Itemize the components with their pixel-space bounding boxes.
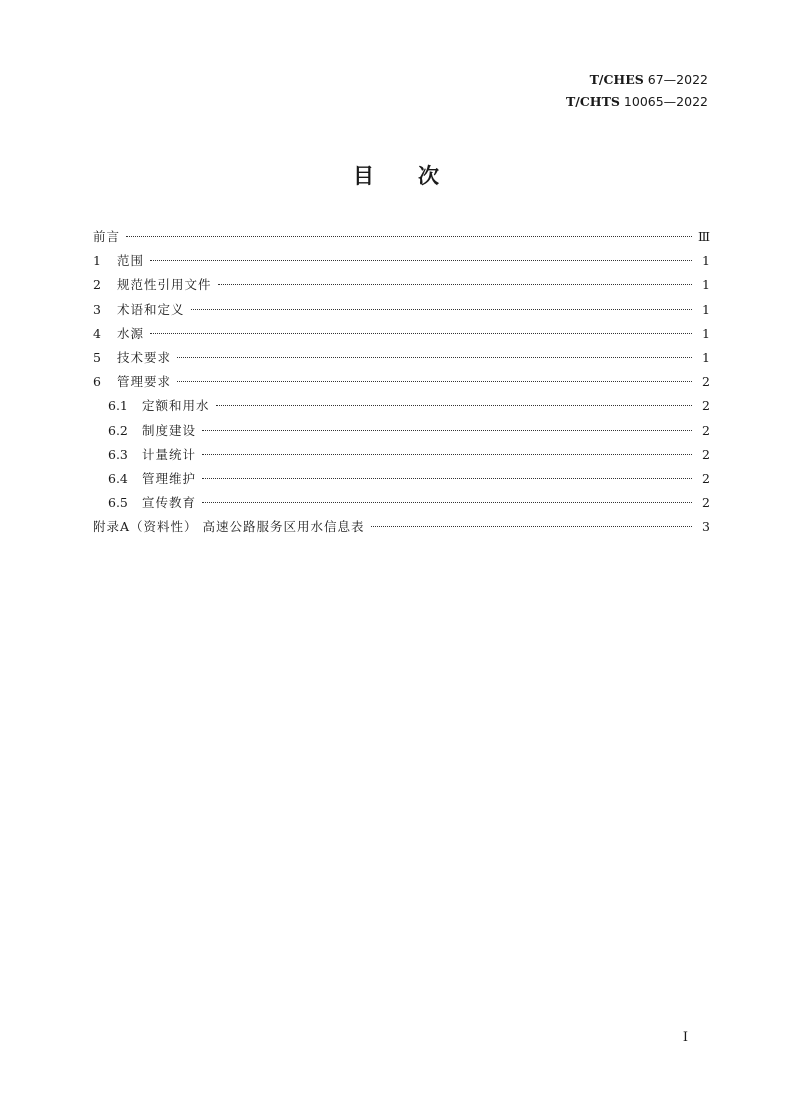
toc-entry-page: Ⅲ <box>697 229 710 244</box>
toc-leader-dots <box>202 453 692 455</box>
toc-entry-number: 6.5 <box>108 495 128 511</box>
toc-entry-5[interactable] <box>93 346 710 370</box>
toc-entry-page: 2 <box>702 422 710 438</box>
toc-entry-number: 6.4 <box>108 470 128 486</box>
toc-entry-number: 6.3 <box>108 446 128 462</box>
toc-entry-6-3[interactable] <box>93 443 710 467</box>
toc-entry-page: 2 <box>702 470 710 486</box>
toc-entry-4[interactable] <box>93 322 710 346</box>
table-of-contents <box>93 225 710 539</box>
toc-entry-label: 计量统计 <box>142 446 197 462</box>
toc-entry-label: 术语和定义 <box>117 301 185 317</box>
toc-entry-number: 5 <box>93 349 101 365</box>
toc-entry-page: 1 <box>702 253 710 269</box>
toc-entry-6-2[interactable] <box>93 419 710 443</box>
toc-leader-dots <box>191 308 692 310</box>
toc-entry-appendix-a[interactable] <box>93 515 710 539</box>
standard-code-chts <box>566 93 708 111</box>
toc-entry-number: 2 <box>93 277 101 293</box>
page-number: I <box>682 1030 688 1045</box>
toc-entry-page: 1 <box>702 277 710 293</box>
toc-entry-page: 2 <box>702 374 710 390</box>
toc-entry-number: 1 <box>93 253 101 269</box>
toc-entry-6-4[interactable] <box>93 467 710 491</box>
toc-entry-label: 管理维护 <box>142 470 197 486</box>
standard-number-ches: 67—2022 <box>647 72 708 87</box>
toc-entry-page: 1 <box>702 349 710 365</box>
toc-leader-dots <box>126 235 692 237</box>
toc-leader-dots <box>150 259 692 261</box>
toc-entry-page: 2 <box>702 495 710 511</box>
toc-entry-label: 前言 <box>93 229 121 244</box>
toc-leader-dots <box>216 404 692 406</box>
toc-leader-dots <box>150 332 692 334</box>
toc-entry-number: 6.2 <box>108 422 128 438</box>
toc-entry-label: 水源 <box>117 325 145 341</box>
toc-leader-dots <box>177 380 692 382</box>
toc-entry-page: 3 <box>702 519 710 535</box>
page-title: 目次 <box>353 164 483 188</box>
standard-org-chts: T/CHTS <box>565 94 620 109</box>
toc-entry-label: 规范性引用文件 <box>117 277 212 293</box>
toc-leader-dots <box>371 525 692 527</box>
toc-entry-number: 6.1 <box>108 398 128 414</box>
toc-entry-1[interactable] <box>93 249 710 273</box>
toc-entry-label: 技术要求 <box>117 349 172 365</box>
toc-entry-number: 3 <box>93 301 101 317</box>
toc-entry-page: 1 <box>702 325 710 341</box>
toc-entry-6-5[interactable] <box>93 491 710 515</box>
toc-leader-dots <box>218 283 692 285</box>
toc-entry-2[interactable] <box>93 273 710 297</box>
toc-leader-dots <box>202 501 692 503</box>
toc-leader-dots <box>202 477 692 479</box>
toc-entry-label: 管理要求 <box>117 374 172 390</box>
toc-entry-6-1[interactable] <box>93 394 710 418</box>
toc-entry-page: 2 <box>702 398 710 414</box>
toc-entry-label: 制度建设 <box>142 422 197 438</box>
standard-org-ches: T/CHES <box>589 72 644 87</box>
toc-entry-page: 2 <box>702 446 710 462</box>
toc-leader-dots <box>177 356 692 358</box>
toc-entry-foreword[interactable] <box>93 225 710 249</box>
toc-leader-dots <box>202 429 692 431</box>
toc-entry-6[interactable] <box>93 370 710 394</box>
toc-entry-label: 范围 <box>117 253 145 269</box>
toc-entry-page: 1 <box>702 301 710 317</box>
toc-entry-label: 宣传教育 <box>142 495 197 511</box>
toc-entry-label: 附录A（资料性） 高速公路服务区用水信息表 <box>93 519 365 535</box>
standard-code-ches <box>590 71 708 89</box>
toc-entry-number: 4 <box>93 325 101 341</box>
toc-entry-number: 6 <box>93 374 101 390</box>
toc-entry-label: 定额和用水 <box>142 398 210 414</box>
standard-number-chts: 10065—2022 <box>623 94 708 109</box>
toc-entry-3[interactable] <box>93 298 710 322</box>
